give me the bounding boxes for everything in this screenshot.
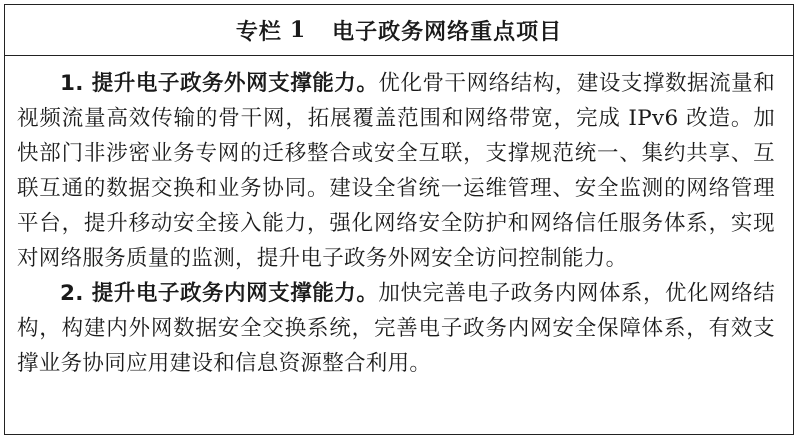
item-heading-1: 1. 提升电子政务外网支撑能力。 bbox=[60, 71, 379, 96]
column-number: 1 bbox=[289, 17, 307, 43]
item-heading-2: 2. 提升电子政务内网支撑能力。 bbox=[60, 281, 379, 306]
item-text-1: 优化骨干网络结构，建设支撑数据流量和视频流量高效传输的骨干网，拓展覆盖范围和网络带宽，完成 IPv6 改造。加快部门非涉密业务专网的迁移整合或安全互联，支撑规范统一、集约共享、互联互通的数据交换和业务协同。建设全省统一运维管理、安全监测的网络管理平台，提升移动安全接入能力，强化网络安全防护和网络信任服务体系，实现对网络服务质量的监测，提升电子政务外网安全访问控制能力。 bbox=[17, 71, 775, 271]
column-title: 电子政务网络重点项目 bbox=[332, 19, 563, 45]
column-body bbox=[5, 56, 793, 381]
item-paragraph-2 bbox=[17, 276, 775, 381]
column-header bbox=[5, 5, 793, 56]
column-label: 专栏 bbox=[235, 19, 282, 45]
item-text-2: 加快完善电子政务内网体系，优化网络结构，构建内外网数据安全交换系统，完善电子政务内网安全保障体系，有效支撑业务协同应用建设和信息资源整合利用。 bbox=[17, 281, 775, 376]
column-box bbox=[4, 4, 794, 435]
item-paragraph-1 bbox=[17, 66, 775, 276]
